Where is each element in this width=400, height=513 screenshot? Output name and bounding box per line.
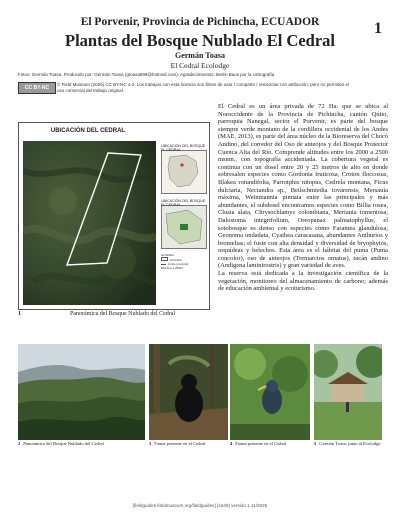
- page-footer: [fieldguides.fieldmuseum.org/fieldguides] [1648] versión 1 11/2025: [132, 503, 268, 508]
- location-map-figure: [18, 122, 210, 310]
- figure1-caption: [18, 311, 176, 317]
- caption-number: 3: [149, 441, 152, 446]
- page-number: 1: [374, 20, 382, 37]
- institution-name: El Cedral Ecolodge: [170, 61, 230, 70]
- photo-forest-panorama: [18, 344, 145, 440]
- figure4-caption: [230, 441, 310, 447]
- license-text-line1: © Field Museum (2025) CC BY-NC 4.0. Los trabajos con esta licencia son libres de usar / compartir / remezclar con atribución, pero no permiten el: [57, 82, 350, 87]
- caption-number: 5: [314, 441, 317, 446]
- map-title: UBICACIÓN DEL CEDRAL: [50, 128, 126, 134]
- figure2-caption: [18, 441, 145, 447]
- legend-item: El Cedral: [161, 257, 205, 262]
- inset1-label: UBICACIÓN DEL BOSQUE EL CEDRAL: [161, 144, 206, 152]
- caption-text: Fauna presente en el Cedral: [235, 441, 287, 446]
- photo-bird: [230, 344, 310, 440]
- caption-text: Panorámica del Bosque Nublado del Cedral: [70, 311, 176, 317]
- paragraph-1: El Cedral es un área privada de 72 Ha. que se ubica al Noroccidente de la Provincia de Pichincha, cantón Quito, parroquia Nanegal, sector el Porvenir, es parte del bosque siempre verde montano de la cordillera occidental de los Andes (MAE, 2013), es parte del área núcleo de la Bioreserva del Chocó Andino, del corredor del Oso de anteojos y del Bosque Protector Cuenca Alta del Río. Comprende altitudes entre los 2000 a 2500 msnm., con topografía accidentada. La cobertura vegetal es continua con un dosel entre 20 y 25 metros de alto en donde sobresalen especies como Gordonia fruticosa, Croton floccosus, Blakea rotundifolia, Parrotphis nitopus, Cedrela montana, Ficus dulciaria, Nectandra sp., Beilschmiedia tovarensis, Mersauia máxima, Weinmannia pinnata entre las principales y más abundantes, el subdosel encontramos especies como Billia rosea, Clusia alata, Chrysochlamys colombiana, Meriania tomentosa, Dalostoma integrifolium, Oreopanax palmatophyllus, el sotobosque es denso con especies como Faramea glandulosa, Geonoma undadata, Cyathea caracasana, abundantes Anthurios y bromelias; el fuste con alta densidad y diversidad de bryophytos, orquídeas y helechos. Esta área es el hábitat del puma (Puma concolor), oso de anteojos (Tremarctos ornatus), tucán andino (Andigena laminirostris) y gran variedad de aves.: [218, 103, 388, 270]
- author-name: Germán Toasa: [174, 51, 225, 60]
- description-text: [218, 103, 388, 293]
- caption-text: Panorámica del Bosque Nublado del Cedral: [23, 441, 104, 446]
- caption-number: 1: [18, 311, 21, 317]
- photo-ecolodge: [314, 344, 382, 440]
- ecuador-inset-map: [161, 150, 207, 194]
- map-legend: [161, 253, 205, 305]
- caption-text: Fauna presente en el Cedral: [154, 441, 206, 446]
- caption-number: 4: [230, 441, 233, 446]
- legend-item: Límite provincial: [161, 262, 205, 266]
- photo-bear: [149, 344, 228, 440]
- satellite-map: [23, 141, 156, 305]
- caption-text: Germán Toasa, junto al Ecolodge: [319, 441, 381, 446]
- cc-license-badge: CC BY-NC: [18, 82, 56, 94]
- photo-credits: Fotos: Germán Toasa. Producido por: Germán Toasa (gtoasa699@hotmail.com). Agradecimientos: Belén Baus por la cartografía: [18, 72, 275, 77]
- location-heading: El Porvenir, Provincia de Pichincha, ECUADOR: [80, 16, 320, 28]
- figure5-caption: [314, 441, 382, 447]
- inset2-label: UBICACIÓN DEL BOSQUE EL CEDRAL: [161, 199, 206, 207]
- legend-scale: ESCALA 1:25000: [161, 266, 183, 270]
- license-text-line2: uso comercial del trabajo original.: [57, 88, 125, 93]
- legend-title: LEYENDA: [161, 253, 175, 257]
- figure3-caption: [149, 441, 228, 447]
- satellite-map-image: [23, 141, 156, 305]
- caption-number: 2: [18, 441, 21, 446]
- page-title: Plantas del Bosque Nublado El Cedral: [64, 31, 335, 50]
- province-inset-map: [161, 205, 207, 249]
- paragraph-2: La reserva está dedicada a la investigación científica de la vegetación, monitoreo del almacenamiento de carbono; además de educación ambiental y ecoturismo.: [218, 270, 388, 293]
